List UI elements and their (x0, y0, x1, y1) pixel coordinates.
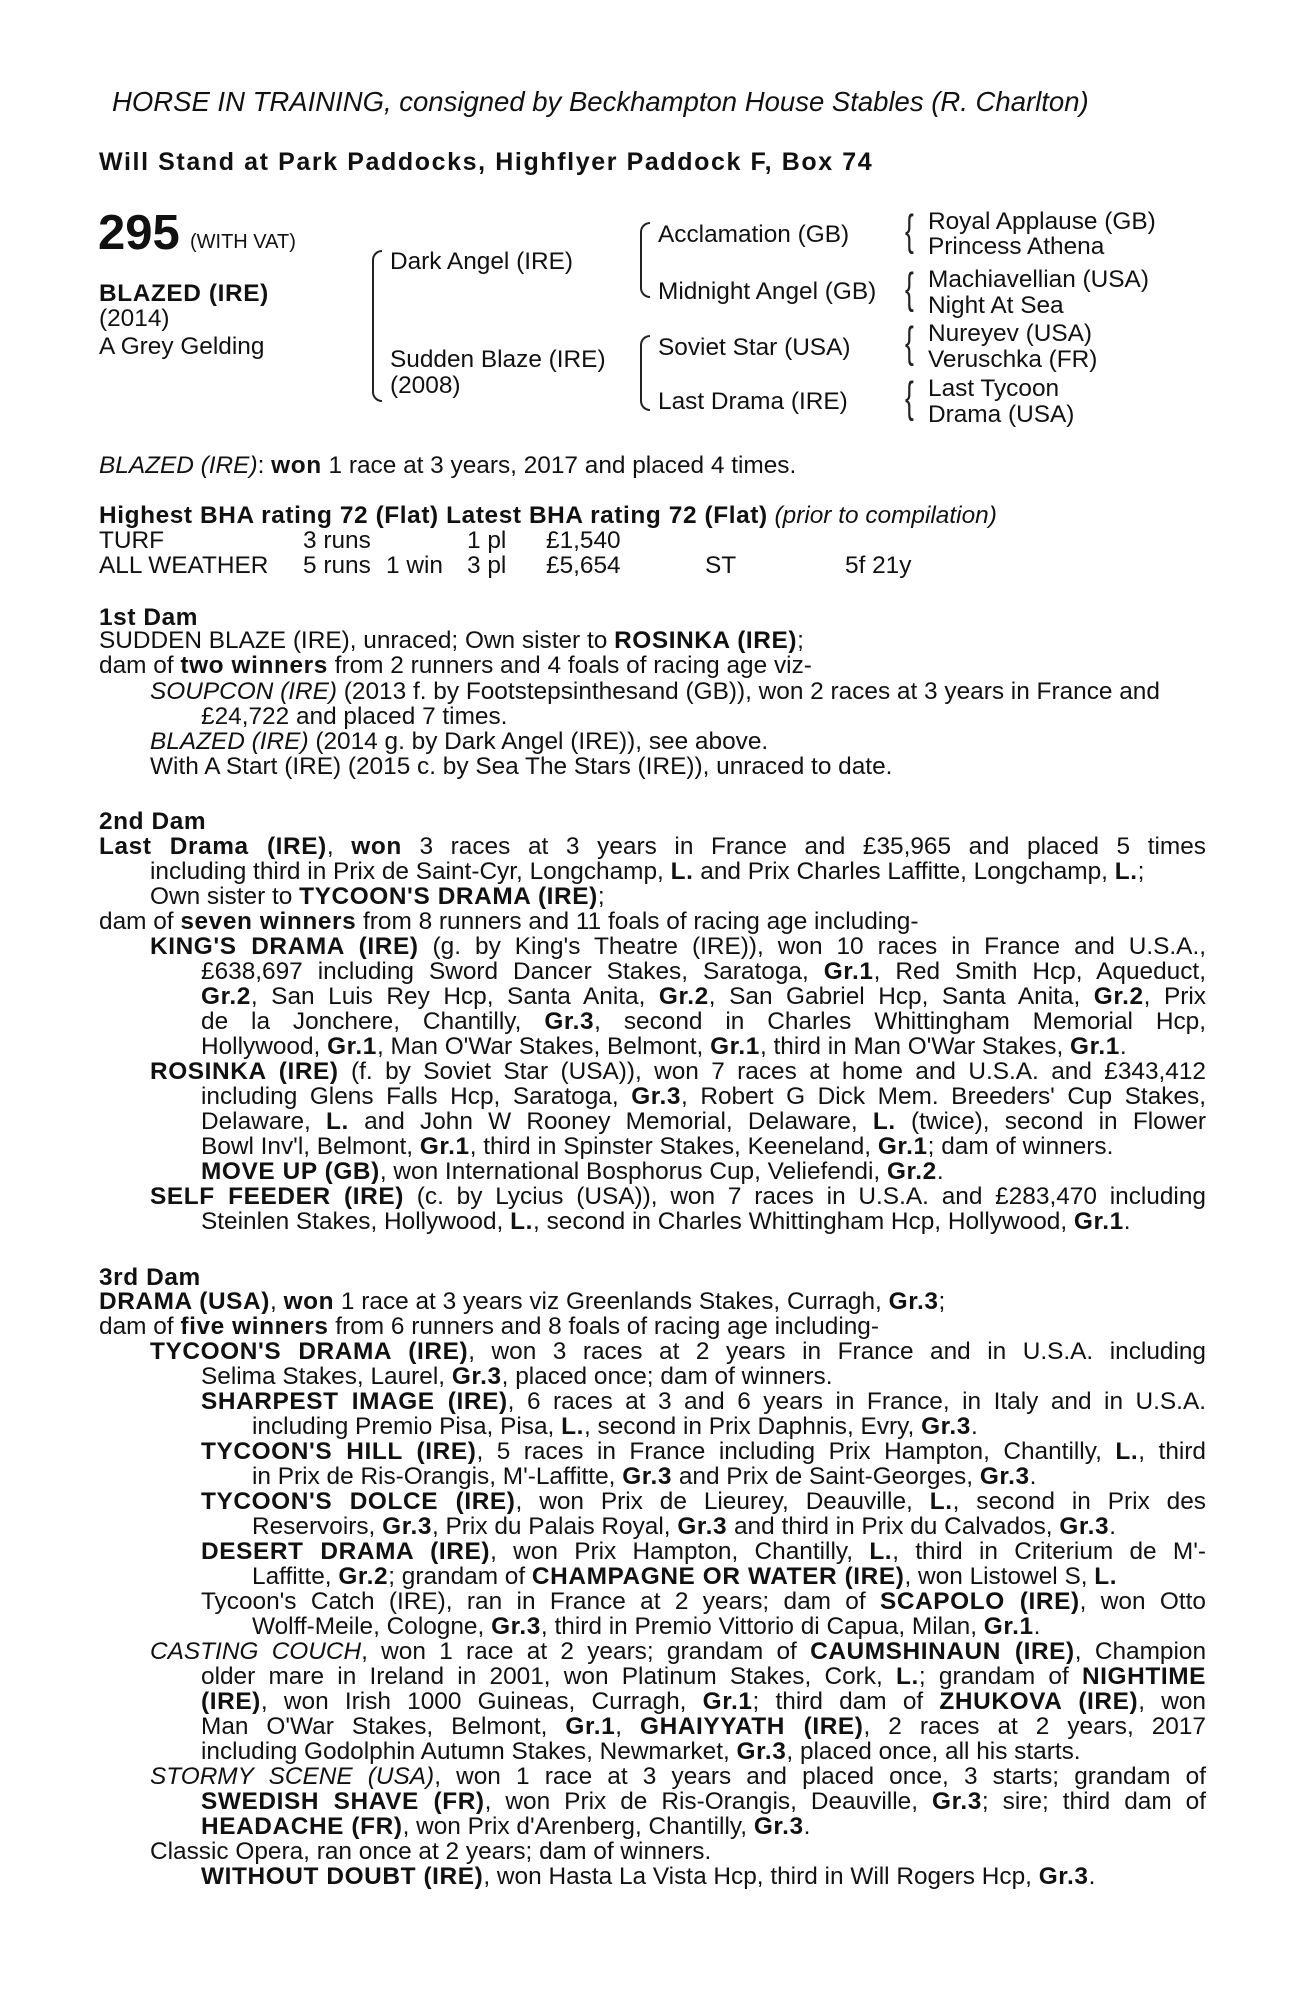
bha-ratings: Highest BHA rating 72 (Flat) Latest BHA rating 72 (Flat) (prior to compilation) (99, 502, 997, 529)
text-line: including Glens Falls Hcp, Saratoga, Gr.3, Robert G Dick Mem. Breeders' Cup Stakes, (201, 1083, 1206, 1110)
text-line: DESERT DRAMA (IRE), won Prix Hampton, Chantilly, L., third in Criterium de M'- (201, 1538, 1206, 1565)
sire: Dark Angel (IRE) (390, 248, 573, 275)
text-line: dam of seven winners from 8 runners and 11 foals of racing age including- (99, 908, 919, 935)
text-line: STORMY SCENE (USA), won 1 race at 3 years and placed once, 3 starts; grandam of (150, 1763, 1206, 1790)
horse-description: A Grey Gelding (99, 333, 265, 360)
catalogue-page: HORSE IN TRAINING, consigned by Beckhampton House Stables (R. Charlton) Will Stand at Park Paddocks, Highflyer Paddock F, Box 74 295 (WITH VAT) BLAZED (IRE) (2014) A Grey Gelding Dark Angel (IRE) Sudden Blaze (IRE) (2008) Acclamation (GB) Midnight Angel (GB) Soviet Star (USA) Last Drama (IRE) { Royal Applause (GB) Princess Athena { Machiavellian (USA) Night At Sea { Nureyev (USA) Veruschka (FR) { Last Tycoon Drama (USA) BLAZED (IRE): won 1 race at 3 years, 2017 and placed 4 times. Highest BHA rating 72 (Flat) Latest BHA rating 72 (Flat) (prior to compilation) TURF 3 runs 1 pl £1,540 ALL WEATHER 5 runs 1 win 3 pl £5,654 ST 5f 21y 1st Dam SUDDEN BLAZE (IRE), unraced; Own sister to ROSINKA (IRE); dam of two winners from 2 runners and 4 foals of racing age viz- SOUPCON (IRE) (2013 f. by Footstepsinthesand (GB)), won 2 races at 3 years in France and £24,722 and placed 7 times. BLAZED (IRE) (2014 g. by Dark Angel (IRE)), see above. With A Start (IRE) (2015 c. by Sea The Stars (IRE)), unraced to date. 2nd Dam Last Drama (IRE), won 3 races at 3 years in France and £35,965 and placed 5 times including third in Prix de Saint-Cyr, Longchamp, L. and Prix Charles Laffitte, Longchamp, L.; Own sister to TYCOON'S DRAMA (IRE); dam of seven winners from 8 runners and 11 foals of racing age including- KING'S DRAMA (IRE) (g. by King's Theatre (IRE)), won 10 races in France and U.S.A., £638,697 including Sword Dancer Stakes, Saratoga, Gr.1, Red Smith Hcp, Aqueduct, Gr.2, San Luis Rey Hcp, Santa Anita, Gr.2, San Gabriel Hcp, Santa Anita, Gr.2, Prix de la Jonchere, Chantilly, Gr.3, second in Charles Whittingham Memorial Hcp, Hollywood, Gr.1, Man O'War Stakes, Belmont, Gr.1, third in Man O'War Stakes, Gr.1. ROSINKA (IRE) (f. by Soviet Star (USA)), won 7 races at home and U.S.A. and £343,412 including Glens Falls Hcp, Saratoga, Gr.3, Robert G Dick Mem. Breeders' Cup Stakes, Delaware, L. and John W Rooney Memorial, Delaware, L. (twice), second in Flower Bowl Inv'l, Belmont, Gr.1, third in Spinster Stakes, Keeneland, Gr.1; dam of winners. MOVE UP (GB), won International Bosphorus Cup, Veliefendi, Gr.2. SELF FEEDER (IRE) (c. by Lycius (USA)), won 7 races in U.S.A. and £283,470 including Steinlen Stakes, Hollywood, L., second in Charles Whittingham Hcp, Hollywood, Gr.1. 3rd Dam DRAMA (USA), won 1 race at 3 years viz Greenlands Stakes, Curragh, Gr.3; dam of five winners from 6 runners and 8 foals of racing age including- TYCOON'S DRAMA (IRE), won 3 races at 2 years in France and in U.S.A. including Selima Stakes, Laurel, Gr.3, placed once; dam of winners. SHARPEST IMAGE (IRE), 6 races at 3 and 6 years in France, in Italy and in U.S.A. including Premio Pisa, Pisa, L., second in Prix Daphnis, Evry, Gr.3. TYCOON'S HILL (IRE), 5 races in France including Prix Hampton, Chantilly, L., third in Prix de Ris-Orangis, M'-Laffitte, Gr.3 and Prix de Saint-Georges, Gr.3. TYCOON'S DOLCE (IRE), won Prix de Lieurey, Deauville, L., second in Prix des Reservoirs, Gr.3, Prix du Palais Royal, Gr.3 and third in Prix du Calvados, Gr.3. DESERT DRAMA (IRE), won Prix Hampton, Chantilly, L., third in Criterium de M'- Laffitte, Gr.2; grandam of CHAMPAGNE OR WATER (IRE), won Listowel S, L. Tycoon's Catch (IRE), ran in France at 2 years; dam of SCAPOLO (IRE), won Otto Wolff-Meile, Cologne, Gr.3, third in Premio Vittorio di Capua, Milan, Gr.1. CASTING COUCH, won 1 race at 2 years; grandam of CAUMSHINAUN (IRE), Champion older mare in Ireland in 2001, won Platinum Stakes, Cork, L.; grandam of NIGHTIME (IRE), won Irish 1000 Guineas, Curragh, Gr.1; third dam of ZHUKOVA (IRE), won Man O'War Stakes, Belmont, Gr.1, GHAIYYATH (IRE), 2 races at 2 years, 2017 including Godolphin Autumn Stakes, Newmarket, Gr.3, placed once, all his starts. STORMY SCENE (USA), won 1 race at 3 years and placed once, 3 starts; grandam of SWEDISH SHAVE (FR), won Prix de Ris-Orangis, Deauville, Gr.3; sire; third dam of HEADACHE (FR), won Prix d'Arenberg, Chantilly, Gr.3. Classic Opera, ran once at 2 years; dam of winners. WITHOUT DOUBT (IRE), won Hasta La Vista Hcp, third in Will Rogers Hcp, Gr.3. (98, 86, 1207, 1890)
text-line: older mare in Ireland in 2001, won Platinum Stakes, Cork, L.; grandam of NIGHTIME (201, 1663, 1207, 1690)
pedigree-brace (640, 222, 650, 298)
text-line: ROSINKA (IRE) (f. by Soviet Star (USA)), won 7 races at home and U.S.A. and £343,412 (150, 1058, 1206, 1085)
text-line: Tycoon's Catch (IRE), ran in France at 2 years; dam of SCAPOLO (IRE), won Otto (201, 1588, 1206, 1615)
section-heading: 3rd Dam (99, 1264, 201, 1291)
pedigree-g2: Midnight Angel (GB) (658, 278, 877, 305)
text-line: SWEDISH SHAVE (FR), won Prix de Ris-Orangis, Deauville, Gr.3; sire; third dam of (201, 1788, 1206, 1815)
pedigree-g3: Royal Applause (GB) (928, 208, 1156, 235)
dam-year: (2008) (390, 372, 461, 399)
text-line: TYCOON'S DRAMA (IRE), won 3 races at 2 years in France and in U.S.A. including (150, 1338, 1206, 1365)
text-line: Hollywood, Gr.1, Man O'War Stakes, Belmont, Gr.1, third in Man O'War Stakes, Gr.1. (201, 1033, 1127, 1060)
text-line: Classic Opera, ran once at 2 years; dam of winners. (150, 1838, 712, 1865)
text-line: SUDDEN BLAZE (IRE), unraced; Own sister to ROSINKA (IRE); (99, 627, 804, 654)
pedigree-g3: Princess Athena (928, 233, 1105, 260)
text-line: TYCOON'S HILL (IRE), 5 races in France including Prix Hampton, Chantilly, L., third (201, 1438, 1206, 1465)
pedigree-g3: Last Tycoon (928, 375, 1060, 402)
text-line: in Prix de Ris-Orangis, M'-Laffitte, Gr.3 and Prix de Saint-Georges, Gr.3. (252, 1463, 1037, 1490)
text-line: Bowl Inv'l, Belmont, Gr.1, third in Spinster Stakes, Keeneland, Gr.1; dam of winners. (201, 1133, 1114, 1160)
text-line: dam of two winners from 2 runners and 4 foals of racing age viz- (99, 652, 812, 679)
text-line: Delaware, L. and John W Rooney Memorial, Delaware, L. (twice), second in Flower (201, 1108, 1207, 1135)
consignor-title: HORSE IN TRAINING, consigned by Beckhampton House Stables (R. Charlton) (112, 86, 1089, 117)
pedigree-g3: Veruschka (FR) (928, 346, 1098, 373)
text-line: With A Start (IRE) (2015 c. by Sea The Stars (IRE)), unraced to date. (150, 753, 893, 780)
pedigree-g3: Night At Sea (928, 292, 1064, 319)
pedigree-g3: Nureyev (USA) (928, 320, 1092, 347)
text-line: DRAMA (USA), won 1 race at 3 years viz Greenlands Stakes, Curragh, Gr.3; (99, 1288, 946, 1315)
text-line: BLAZED (IRE) (2014 g. by Dark Angel (IRE)), see above. (150, 728, 769, 755)
text-line: SOUPCON (IRE) (2013 f. by Footstepsinthesand (GB)), won 2 races at 3 years in France and (150, 678, 1160, 705)
vat-note: (WITH VAT) (190, 231, 296, 253)
text-line: KING'S DRAMA (IRE) (g. by King's Theatre (IRE)), won 10 races in France and U.S.A., (150, 933, 1206, 960)
text-line: CASTING COUCH, won 1 race at 2 years; grandam of CAUMSHINAUN (IRE), Champion (150, 1638, 1207, 1665)
pedigree-g2: Soviet Star (USA) (658, 334, 851, 361)
pedigree-g2: Acclamation (GB) (658, 221, 850, 248)
pedigree-brace: { (905, 206, 914, 255)
text-line: Gr.2, San Luis Rey Hcp, Santa Anita, Gr.2, San Gabriel Hcp, Santa Anita, Gr.2, Prix (201, 983, 1206, 1010)
text-line: including third in Prix de Saint-Cyr, Longchamp, L. and Prix Charles Laffitte, Longchamp, L.; (150, 858, 1145, 885)
horse-name: BLAZED (IRE) (99, 280, 269, 307)
section-heading: 1st Dam (99, 604, 199, 631)
text-line: Wolff-Meile, Cologne, Gr.3, third in Premio Vittorio di Capua, Milan, Gr.1. (252, 1613, 1041, 1640)
text-line: TYCOON'S DOLCE (IRE), won Prix de Lieurey, Deauville, L., second in Prix des (201, 1488, 1206, 1515)
text-line: Last Drama (IRE), won 3 races at 3 years in France and £35,965 and placed 5 times (99, 833, 1206, 860)
text-line: Selima Stakes, Laurel, Gr.3, placed once; dam of winners. (201, 1363, 833, 1390)
pedigree-brace (640, 335, 650, 411)
stand-location: Will Stand at Park Paddocks, Highflyer Paddock F, Box 74 (99, 148, 874, 176)
text-line: including Godolphin Autumn Stakes, Newmarket, Gr.3, placed once, all his starts. (201, 1738, 1081, 1765)
text-line: dam of five winners from 6 runners and 8 foals of racing age including- (99, 1313, 879, 1340)
text-line: SHARPEST IMAGE (IRE), 6 races at 3 and 6 years in France, in Italy and in U.S.A. (201, 1388, 1206, 1415)
race-summary: BLAZED (IRE): won 1 race at 3 years, 2017 and placed 4 times. (99, 452, 797, 479)
section-heading: 2nd Dam (99, 808, 207, 835)
text-line: Man O'War Stakes, Belmont, Gr.1, GHAIYYATH (IRE), 2 races at 2 years, 2017 (201, 1713, 1206, 1740)
text-line: MOVE UP (GB), won International Bosphorus Cup, Veliefendi, Gr.2. (201, 1158, 944, 1185)
pedigree-brace: { (905, 373, 914, 422)
foaling-year: (2014) (99, 305, 170, 332)
text-line: Laffitte, Gr.2; grandam of CHAMPAGNE OR WATER (IRE), won Listowel S, L. (252, 1563, 1118, 1590)
pedigree-g2: Last Drama (IRE) (658, 388, 848, 415)
text-line: including Premio Pisa, Pisa, L., second in Prix Daphnis, Evry, Gr.3. (252, 1413, 978, 1440)
text-line: (IRE), won Irish 1000 Guineas, Curragh, Gr.1; third dam of ZHUKOVA (IRE), won (201, 1688, 1206, 1715)
text-line: WITHOUT DOUBT (IRE), won Hasta La Vista Hcp, third in Will Rogers Hcp, Gr.3. (201, 1863, 1096, 1890)
pedigree-brace (372, 250, 382, 402)
text-line: Own sister to TYCOON'S DRAMA (IRE); (150, 883, 605, 910)
pedigree-brace: { (905, 264, 914, 313)
text-line: £638,697 including Sword Dancer Stakes, Saratoga, Gr.1, Red Smith Hcp, Aqueduct, (201, 958, 1206, 985)
text-line: de la Jonchere, Chantilly, Gr.3, second in Charles Whittingham Memorial Hcp, (201, 1008, 1206, 1035)
text-line: Reservoirs, Gr.3, Prix du Palais Royal, Gr.3 and third in Prix du Calvados, Gr.3. (252, 1513, 1116, 1540)
dam: Sudden Blaze (IRE) (390, 346, 606, 373)
text-line: £24,722 and placed 7 times. (201, 703, 508, 730)
lot-number: 295 (98, 206, 180, 260)
text-line: HEADACHE (FR), won Prix d'Arenberg, Chantilly, Gr.3. (201, 1813, 811, 1840)
pedigree-g3: Drama (USA) (928, 401, 1075, 428)
text-line: Steinlen Stakes, Hollywood, L., second in Charles Whittingham Hcp, Hollywood, Gr.1. (201, 1208, 1131, 1235)
pedigree-g3: Machiavellian (USA) (928, 266, 1149, 293)
text-line: SELF FEEDER (IRE) (c. by Lycius (USA)), won 7 races in U.S.A. and £283,470 including (150, 1183, 1206, 1210)
pedigree-brace: { (905, 318, 914, 367)
